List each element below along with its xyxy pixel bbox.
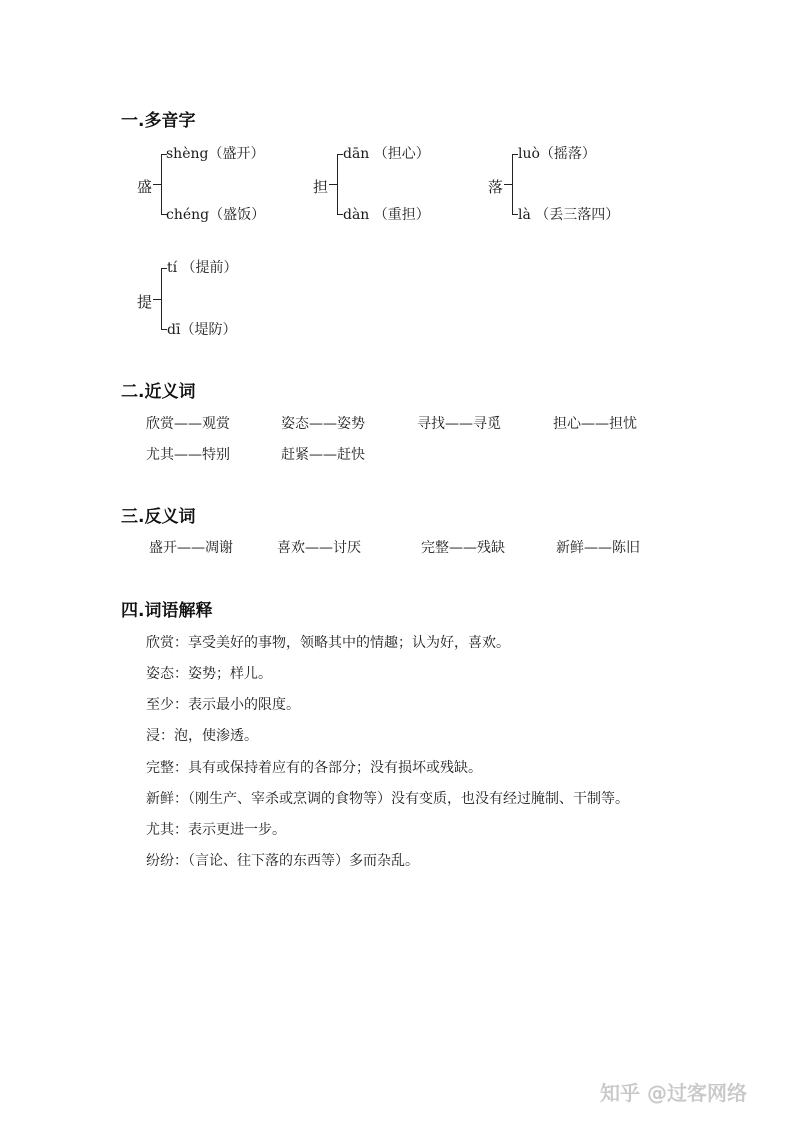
reading-bottom: dàn （重担） xyxy=(343,207,430,223)
section-title-antonyms: 三.反义词 xyxy=(121,507,196,527)
bracket-stem xyxy=(153,184,161,185)
definition-item: 新鲜：（刚生产、宰杀或烹调的食物等）没有变质，也没有经过腌制、干制等。 xyxy=(146,791,629,807)
bracket-stem xyxy=(504,184,512,185)
polyphone-char: 提 xyxy=(137,293,153,311)
section-title-synonyms: 二.近义词 xyxy=(121,382,196,402)
antonym-pair: 新鲜——陈旧 xyxy=(556,540,640,556)
bracket-stem xyxy=(329,184,337,185)
reading-top: luò（摇落） xyxy=(518,146,596,162)
definition-item: 浸：泡，使渗透。 xyxy=(146,728,258,744)
bracket-stem xyxy=(153,299,161,300)
watermark: 知乎 @过客网络 xyxy=(600,1081,747,1105)
definition-item: 姿态：姿势；样儿。 xyxy=(146,666,272,682)
reading-bottom: chéng（盛饭） xyxy=(166,207,266,223)
bracket-vertical xyxy=(512,154,513,215)
reading-top: tí （提前） xyxy=(167,260,238,276)
antonym-pair: 喜欢——讨厌 xyxy=(277,540,361,556)
bracket-vertical xyxy=(161,268,162,330)
definition-item: 尤其：表示更进一步。 xyxy=(146,822,286,838)
polyphone-char: 盛 xyxy=(137,178,153,196)
section-title-polyphonic: 一.多音字 xyxy=(121,111,196,131)
reading-bottom: dī（堤防） xyxy=(167,322,237,338)
definition-item: 至少：表示最小的限度。 xyxy=(146,697,300,713)
reading-top: shèng（盛开） xyxy=(166,146,265,162)
synonym-pair: 姿态——姿势 xyxy=(281,416,365,432)
synonym-pair: 赶紧——赶快 xyxy=(281,447,365,463)
definition-item: 纷纷：（言论、往下落的东西等）多而杂乱。 xyxy=(146,853,419,869)
antonym-pair: 完整——残缺 xyxy=(421,540,505,556)
definition-item: 欣赏：享受美好的事物，领略其中的情趣；认为好，喜欢。 xyxy=(146,635,510,651)
antonym-pair: 盛开——凋谢 xyxy=(149,540,233,556)
synonym-pair: 担心——担忧 xyxy=(553,416,637,432)
synonym-pair: 寻找——寻觅 xyxy=(417,416,501,432)
polyphone-char: 落 xyxy=(488,178,504,196)
reading-bottom: là （丢三落四） xyxy=(518,207,620,223)
synonym-pair: 尤其——特别 xyxy=(146,447,230,463)
polyphone-char: 担 xyxy=(313,178,329,196)
section-title-definitions: 四.词语解释 xyxy=(121,601,213,621)
definition-item: 完整：具有或保持着应有的各部分；没有损坏或残缺。 xyxy=(146,760,482,776)
bracket-vertical xyxy=(161,154,162,215)
reading-top: dān （担心） xyxy=(343,146,430,162)
bracket-vertical xyxy=(337,154,338,215)
synonym-pair: 欣赏——观赏 xyxy=(146,416,230,432)
